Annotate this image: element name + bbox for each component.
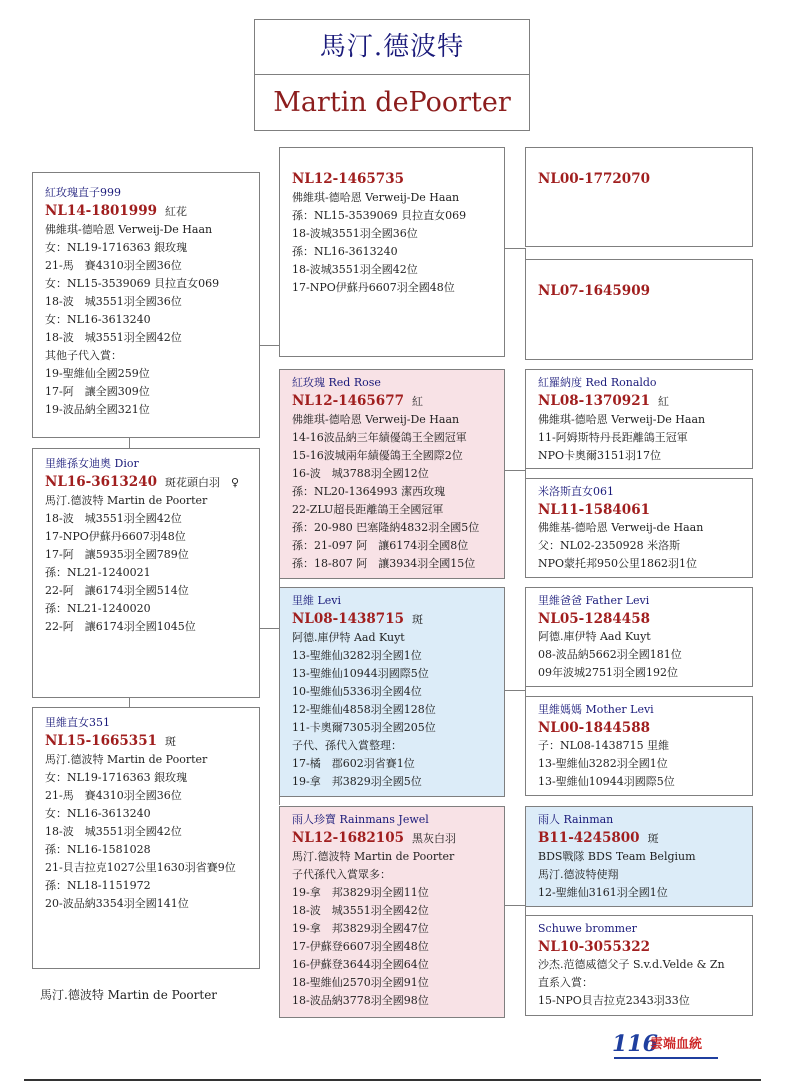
title-english: Martin dePoorter [273,87,511,118]
record-line: 12-聖維仙3161羽全國1位 [538,886,668,899]
pedigree-card-milos-daughter [525,478,753,578]
record-line: 女：NL19-1716363 銀玫瑰 [45,771,188,784]
pedigree-card-father-levi [525,587,753,687]
record-line: 10-聖維仙5336羽全國4位 [292,685,422,698]
record-line: 15-NPO貝吉拉克2343羽33位 [538,994,690,1007]
pedigree-card-ggs1 [525,147,753,247]
record-line: 17-阿 讓5935羽全國789位 [45,548,189,561]
ring-number: NL00-1772070 [538,171,650,187]
record-line: 女：NL16-3613240 [45,313,151,326]
pedigree-card-mother-levi [525,696,753,796]
record-line: 20-波品納3354羽全國141位 [45,897,189,910]
record-line: 09年波城2751羽全國192位 [538,666,678,679]
record-line: 21-馬 賽4310羽全國36位 [45,789,182,802]
record-line: 孫：NL16-3613240 [292,245,398,258]
record-line: 孫：20-980 巴塞隆納4832羽全國5位 [292,521,480,534]
record-line: 孫：NL20-1364993 潔西玫瑰 [292,485,446,498]
record-line: 17-NPO伊蘇丹6607羽全國48位 [292,281,455,294]
ring-number: NL08-1370921 紅 [538,393,669,409]
bottom-rule [24,1079,761,1081]
connector [505,248,525,249]
record-line: 直系入賞： [538,976,593,989]
record-line: 17-NPO伊蘇丹6607羽48位 [45,530,186,543]
connector [505,905,525,906]
record-line: 佛維基-德哈恩 Verweij-de Haan [538,521,704,534]
ring-number: B11-4245800 斑 [538,830,659,846]
owner-name: 馬汀.德波特 Martin de Poorter [40,988,218,1002]
record-line: 女：NL15-3539069 貝拉直女069 [45,277,220,290]
ring-number: NL14-1801999 紅花 [45,203,187,219]
record-line: 17-阿 讓全國309位 [45,385,150,398]
record-line: 11-阿姆斯特丹長距離鴿王冠軍 [538,431,688,444]
ring-number: NL16-3613240 斑花頭白羽 ♀ [45,474,240,490]
record-line: 馬汀.德波特 Martin de Poorter [45,753,208,766]
record-line: 19-聖維仙全國259位 [45,367,150,380]
record-line: 11-卡奧爾7305羽全國205位 [292,721,436,734]
color-tag: 黑灰白羽 [411,832,456,845]
record-line: 17-伊蘇登6607羽全國48位 [292,940,429,953]
record-line: 18-聖維仙2570羽全國91位 [292,976,429,989]
record-line: 18-波 城3551羽全國42位 [45,825,182,838]
record-line: 19-拿 邦3829羽全國5位 [292,775,422,788]
bird-name: 米洛斯直女061 [538,485,614,498]
record-line: 19-拿 邦3829羽全國11位 [292,886,429,899]
pedigree-card-rainmans-jewel [279,806,505,1018]
record-line: 15-16波城兩年績優鴿王全國際2位 [292,449,463,462]
record-line: 孫：21-097 阿 讓6174羽全國8位 [292,539,469,552]
record-line: 22-阿 讓6174羽全國514位 [45,584,189,597]
record-line: 13-聖維仙3282羽全國1位 [538,757,668,770]
record-line: 18-波 城3551羽全國42位 [45,512,182,525]
bird-name: 雨人珍寶 Rainmans Jewel [292,813,429,826]
record-line: 22-阿 讓6174羽全國1045位 [45,620,196,633]
pedigree-card-red-rose [279,369,505,579]
connector [259,628,279,629]
record-line: 18-波 城3551羽全國42位 [45,331,182,344]
pedigree-card-sire [32,448,260,698]
bird-name: 里維媽媽 Mother Levi [538,703,654,716]
color-tag: 斑 [411,613,423,626]
record-line: 馬汀.德波特 Martin de Poorter [45,494,208,507]
bird-name: 里維直女351 [45,716,110,729]
color-tag: 斑花頭白羽 ♀ [164,476,240,489]
title-box [254,19,530,131]
record-line: NPO蒙托邦950公里1862羽1位 [538,557,698,570]
record-line: 08-波品納5662羽全國181位 [538,648,682,661]
ring-number: NL10-3055322 [538,939,650,955]
connector [129,698,130,707]
record-line: 佛維琪-德哈恩 Verweij-De Haan [45,223,213,236]
color-tag: 紅 [657,395,669,408]
record-line: 孫：NL21-1240020 [45,602,151,615]
record-line: 佛維琪-德哈恩 Verweij-De Haan [292,413,460,426]
ring-number: NL12-1465677 紅 [292,393,423,409]
record-line: 子代孫代入賞眾多： [292,868,391,881]
pedigree-card-schuwe-brommer [525,915,753,1016]
record-line: 19-拿 邦3829羽全國47位 [292,922,429,935]
record-line: 子：NL08-1438715 里維 [538,739,670,752]
logo-number: 116 [612,1031,658,1057]
color-tag: 紅 [411,395,423,408]
ring-number: NL11-1584061 [538,502,650,518]
bird-name: 雨人 Rainman [538,813,614,826]
logo-text: 雲端血統 [650,1037,703,1052]
record-line: 13-聖維仙10944羽國際5位 [538,775,675,788]
record-line: 孫：NL15-3539069 貝拉直女069 [292,209,467,222]
record-line: 13-聖維仙10944羽國際5位 [292,667,429,680]
pedigree-card-red-ronaldo [525,369,753,469]
pedigree-card-dam [32,707,260,969]
record-line: 子代、孫代入賞整理： [292,739,402,752]
title-chinese: 馬汀.德波特 [255,20,529,75]
pedigree-card-grandsire [279,147,505,357]
connector [505,690,525,691]
pedigree-card-bird [32,172,260,438]
record-line: 14-16波品納三年績優鴿王全國冠軍 [292,431,467,444]
ring-number: NL08-1438715 斑 [292,611,423,627]
record-line: 阿德.庫伊特 Aad Kuyt [538,630,651,643]
connector [259,345,279,346]
record-line: 沙杰.范德威德父子 S.v.d.Velde & Zn [538,958,725,971]
record-line: BDS戰隊 BDS Team Belgium [538,850,696,863]
record-line: 馬汀.德波特 Martin de Poorter [292,850,455,863]
ring-number: NL12-1465735 [292,171,404,187]
logo-underline [614,1057,718,1059]
record-line: 孫：NL18-1151972 [45,879,151,892]
record-line: 18-波 城3551羽全國42位 [292,904,429,917]
record-line: 父：NL02-2350928 米洛斯 [538,539,681,552]
ring-number: NL00-1844588 [538,720,650,736]
color-tag: 紅花 [164,205,187,218]
bird-name: 里維 Levi [292,594,342,607]
record-line: 12-聖維仙4858羽全國128位 [292,703,436,716]
bird-name: 里維爸爸 Father Levi [538,594,650,607]
record-line: 佛維琪-德哈恩 Verweij-De Haan [292,191,460,204]
record-line: 女：NL19-1716363 銀玫瑰 [45,241,188,254]
ring-number: NL07-1645909 [538,283,650,299]
record-line: 18-波城3551羽全國36位 [292,227,418,240]
bird-name: 紅羅納度 Red Ronaldo [538,376,657,389]
pedigree-card-rainman [525,806,753,907]
record-line: 女：NL16-3613240 [45,807,151,820]
bird-name: 紅玫瑰 Red Rose [292,376,381,389]
record-line: 孫：NL21-1240021 [45,566,151,579]
record-line: 17-橘 郡602羽省賽1位 [292,757,415,770]
ring-number: NL15-1665351 斑 [45,733,176,749]
pedigree-card-ggd1 [525,259,753,360]
ring-number: NL05-1284458 [538,611,650,627]
record-line: 16-波 城3788羽全國12位 [292,467,429,480]
bird-name: Schuwe brommer [538,922,637,935]
record-line: 13-聖維仙3282羽全國1位 [292,649,422,662]
record-line: NPO卡奧爾3151羽17位 [538,449,662,462]
record-line: 16-伊蘇登3644羽全國64位 [292,958,429,971]
record-line: 馬汀.德波特使翔 [538,868,619,881]
record-line: 21-貝吉拉克1027公里1630羽省賽9位 [45,861,236,874]
record-line: 19-波品納全國321位 [45,403,150,416]
record-line: 阿德.庫伊特 Aad Kuyt [292,631,405,644]
bird-name: 里維孫女迪奧 Dior [45,457,139,470]
connector [129,438,130,448]
color-tag: 斑 [164,735,176,748]
record-line: 18-波城3551羽全國42位 [292,263,418,276]
ring-number: NL12-1682105 黑灰白羽 [292,830,456,846]
pedigree-card-levi [279,587,505,797]
record-line: 18-波 城3551羽全國36位 [45,295,182,308]
record-line: 佛維琪-德哈恩 Verweij-De Haan [538,413,706,426]
bird-name: 紅玫瑰直子999 [45,186,121,199]
color-tag: 斑 [647,832,659,845]
record-line: 18-波品納3778羽全國98位 [292,994,429,1007]
record-line: 21-馬 賽4310羽全國36位 [45,259,182,272]
record-line: 其他子代入賞： [45,349,122,362]
connector [505,470,525,471]
record-line: 孫：18-807 阿 讓3934羽全國15位 [292,557,476,570]
record-line: 22-ZLU超長距離鴿王全國冠軍 [292,503,444,516]
site-logo[interactable] [612,1030,722,1060]
record-line: 孫：NL16-1581028 [45,843,151,856]
